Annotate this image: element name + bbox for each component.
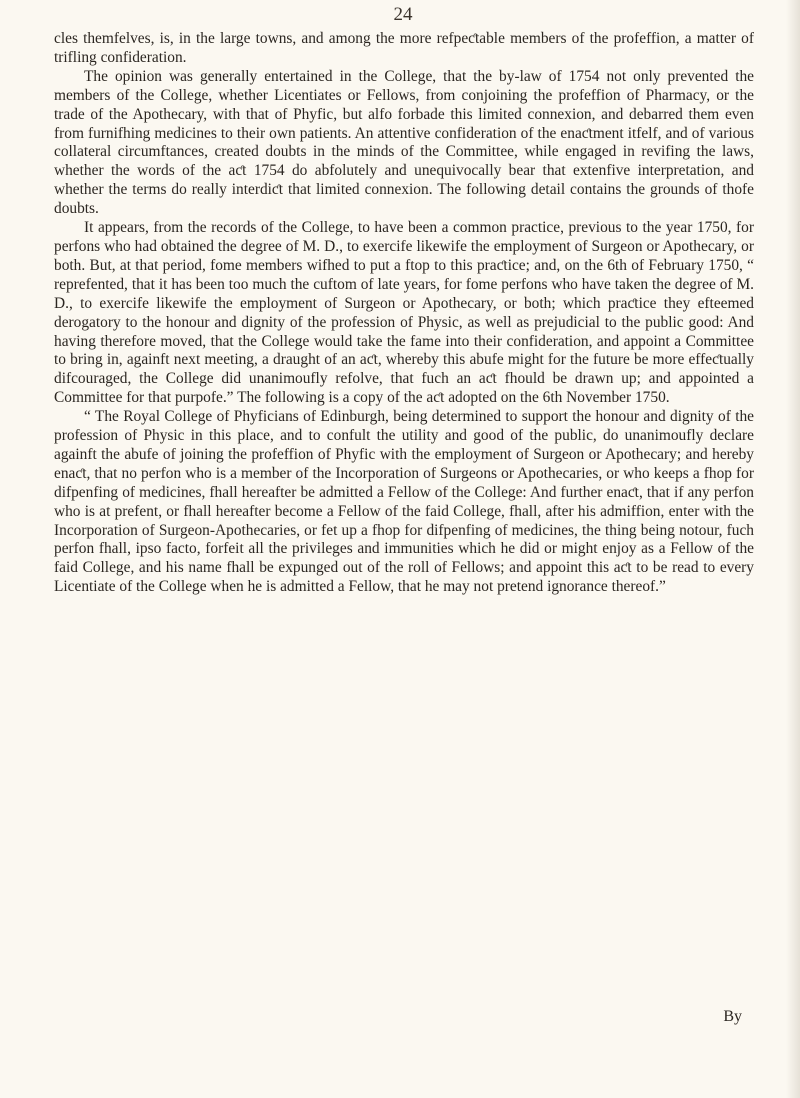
paragraph-2: The opinion was generally entertained in the College, that the by-law of 1754 not only prevented the members of the College, whether Licentiates or Fellows, from conjoining the profeffion of Pharmacy, or the trade of the Apothecary, with that of Phyfic, but alfo forbade this limited connexion, and debarred them even from furnifhing medicines to their own patients. An attentive confideration of the enaƈtment itfelf, and of various collateral circumftances, created doubts in the minds of the Committee, while engaged in revifing the laws, whether the words of the aƈt 1754 do abfolutely and unequivocally bear that extenfive interpretation, and whether the terms do really interdiƈt that limited connexion. The following detail contains the grounds of thofe doubts. (54, 67, 754, 218)
body-text (54, 30, 754, 597)
paragraph-4: “ The Royal College of Phyficians of Edinburgh, being determined to support the honour and dignity of the profession of Physic in this place, and to confult the utility and good of the public, do unanimoufly declare againft the abufe of joining the profeffion of Phyfic with the employment of Surgeon or Apothecary; and hereby enaƈt, that no perfon who is a member of the Incorporation of Surgeons or Apothecaries, or who keeps a fhop for difpenfing of medicines, fhall hereafter be admitted a Fellow of the College: And further enaƈt, that if any perfon who is at prefent, or fhall hereafter become a Fellow of the faid College, fhall, after his admiffion, enter with the Incorporation of Surgeon-Apothecaries, or fet up a fhop for difpenfing of medicines, the thing being notour, fuch perfon fhall, ipso facto, forfeit all the privileges and immunities which he did or might enjoy as a Fellow of the faid College, and his name fhall be expunged out of the roll of Fellows; and appoint this aƈt to be read to every Licentiate of the College when he is admitted a Fellow, that he may not pretend ignorance thereof.” (54, 408, 754, 596)
page-number: 24 (393, 4, 413, 25)
catchword: By (723, 1008, 742, 1025)
paragraph-1: cles themfelves, is, in the large towns, and among the more refpeƈtable members of the profeffion, a matter of trifling confideration. (54, 30, 754, 66)
paragraph-3: It appears, from the records of the College, to have been a common practice, previous to the year 1750, for perfons who had obtained the degree of M. D., to exercife likewife the employment of Surgeon or Apothecary, or both. But, at that period, fome members wifhed to put a ftop to this praƈtice; and, on the 6th of February 1750, “ reprefented, that it has been too much the cuftom of late years, for fome perfons who have taken the degree of M. D., to exercife likewife the employment of Surgeon or Apothecary, or both; which praƈtice they efteemed derogatory to the honour and dignity of the profession of Physic, as well as prejudicial to the public good: And having therefore moved, that the College would take the fame into their confideration, and appoint a Committee to bring in, againft next meeting, a draught of an aƈt, whereby this abufe might for the future be more effeƈtually difcouraged, the College did unanimoufly refolve, that fuch an aƈt fhould be drawn up; and appointed a Committee for that purpofe.” The following is a copy of the aƈt adopted on the 6th November 1750. (54, 219, 754, 407)
page-edge-shadow (786, 0, 800, 1098)
